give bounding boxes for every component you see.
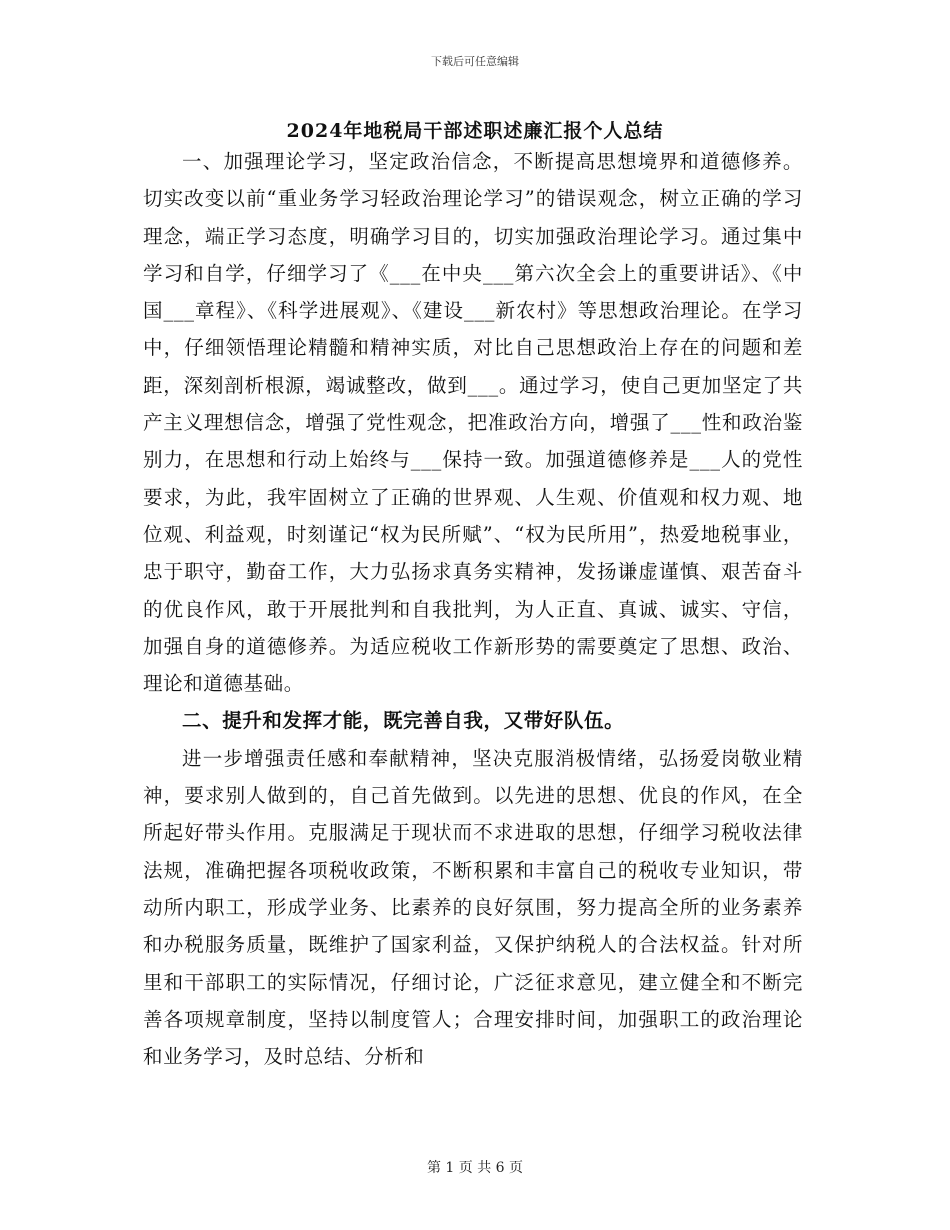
paragraph-section-two: 进一步增强责任感和奉献精神，坚决克服消极情绪，弘扬爱岗敬业精神，要求别人做到的，自己首先做到。以先进的思想、优良的作风，在全所起好带头作用。克服满足于现状而不求进取的思想，仔细学习税收法律法规，准确把握各项税收政策，不断积累和丰富自己的税收专业知识，带动所内职工，形成学业务、比素养的良好氛围，努力提高全所的业务素养和办税服务质量，既维护了国家利益，又保护纳税人的合法权益。针对所里和干部职工的实际情况，仔细讨论，广泛征求意见，建立健全和不断完善各项规章制度，坚持以制度管人；合理安排时间，加强职工的政治理论和业务学习，及时总结、分析和 xyxy=(143,746,803,1069)
document-body xyxy=(143,143,803,1075)
page-footer: 第 1 页 共 6 页 xyxy=(426,1160,524,1176)
header-note: 下载后可任意编辑 xyxy=(431,55,519,68)
section-heading-two: 二、提升和发挥才能，既完善自我，又带好队伍。 xyxy=(182,709,625,733)
paragraph-section-one: 一、加强理论学习，坚定政治信念，不断提高思想境界和道德修养。切实改变以前“重业务学习轻政治理论学习”的错误观念，树立正确的学习理念，端正学习态度，明确学习目的，切实加强政治理论学习。通过集中学习和自学，仔细学习了《___在中央___第六次全会上的重要讲话》、《中国___章程》、《科学进展观》、《建设___新农村》等思想政治理论。在学习中，仔细领悟理论精髓和精神实质，对比自己思想政治上存在的问题和差距，深刻剖析根源，竭诚整改，做到___。通过学习，使自己更加坚定了共产主义理想信念，增强了党性观念，把准政治方向，增强了___性和政治鉴别力，在思想和行动上始终与___保持一致。加强道德修养是___人的党性要求，为此，我牢固树立了正确的世界观、人生观、价值观和权力观、地位观、利益观，时刻谨记“权为民所赋”、“权为民所用”，热爱地税事业，忠于职守，勤奋工作，大力弘扬求真务实精神，发扬谦虚谨慎、艰苦奋斗的优良作风，敢于开展批判和自我批判，为人正直、真诚、诚实、守信，加强自身的道德修养。为适应税收工作新形势的需要奠定了思想、政治、理论和道德基础。 xyxy=(143,150,803,696)
document-title: 2024年地税局干部述职述廉汇报个人总结 xyxy=(286,120,664,142)
